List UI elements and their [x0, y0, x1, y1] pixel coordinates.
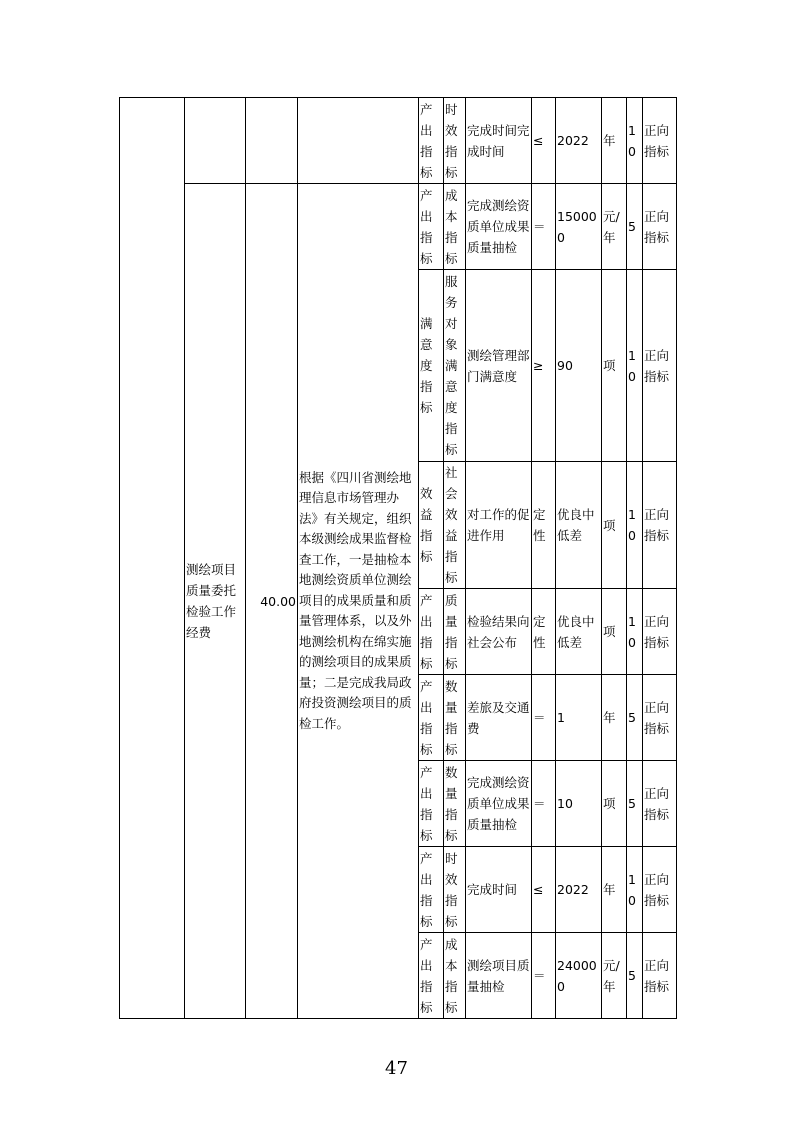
- target-value: 240000: [556, 933, 602, 1019]
- direction: 正向指标: [643, 462, 677, 589]
- indicator-name: 完成时间: [466, 847, 532, 933]
- direction: 正向指标: [643, 589, 677, 675]
- direction: 正向指标: [643, 933, 677, 1019]
- level2-indicator: 服务对象满意度指标: [444, 270, 466, 462]
- operator: ≤: [532, 847, 556, 933]
- unit: 年: [602, 675, 627, 761]
- level1-indicator: 产出指标: [419, 761, 444, 847]
- target-value: 150000: [556, 184, 602, 270]
- target-value: 2022: [556, 847, 602, 933]
- unit: 项: [602, 462, 627, 589]
- amount-cell: 40.00: [246, 184, 298, 1019]
- weight: 10: [627, 270, 643, 462]
- indicator-name: 对工作的促进作用: [466, 462, 532, 589]
- target-value: 10: [556, 761, 602, 847]
- level1-indicator: 产出指标: [419, 589, 444, 675]
- weight: 5: [627, 761, 643, 847]
- target-value: 优良中低差: [556, 462, 602, 589]
- target-value: 1: [556, 675, 602, 761]
- weight: 10: [627, 847, 643, 933]
- operator: ＝: [532, 675, 556, 761]
- unit: 年: [602, 847, 627, 933]
- level2-indicator: 数量指标: [444, 675, 466, 761]
- operator: 定性: [532, 462, 556, 589]
- unit: 项: [602, 761, 627, 847]
- indicator-name: 完成测绘资质单位成果质量抽检: [466, 184, 532, 270]
- indicator-name: 完成测绘资质单位成果质量抽检: [466, 761, 532, 847]
- unit: 项: [602, 270, 627, 462]
- level1-indicator: 产出指标: [419, 98, 444, 184]
- target-value: 2022: [556, 98, 602, 184]
- level1-indicator: 产出指标: [419, 184, 444, 270]
- direction: 正向指标: [643, 847, 677, 933]
- level2-indicator: 质量指标: [444, 589, 466, 675]
- indicator-name: 测绘项目质量抽检: [466, 933, 532, 1019]
- level1-indicator: 产出指标: [419, 675, 444, 761]
- weight: 10: [627, 462, 643, 589]
- prev-project-name-cell: [185, 98, 246, 184]
- indicator-name: 完成时间完成时间: [466, 98, 532, 184]
- project-name-cell: 测绘项目质量委托检验工作经费: [185, 184, 246, 1019]
- level1-indicator: 效益指标: [419, 462, 444, 589]
- direction: 正向指标: [643, 98, 677, 184]
- description-cell: 根据《四川省测绘地理信息市场管理办法》有关规定，组织本级测绘成果监督检查工作，一是抽检本地测绘资质单位测绘项目的成果质量和质量管理体系，以及外地测绘机构在绵实施的测绘项目的成果质量；二是完成我局政府投资测绘项目的质检工作。: [298, 184, 419, 1019]
- unit: 元/年: [602, 184, 627, 270]
- performance-indicator-table: [119, 97, 677, 1019]
- direction: 正向指标: [643, 184, 677, 270]
- weight: 5: [627, 184, 643, 270]
- operator: ≤: [532, 98, 556, 184]
- level1-indicator: 产出指标: [419, 933, 444, 1019]
- indicator-name: 检验结果向社会公布: [466, 589, 532, 675]
- table-row: [120, 98, 677, 184]
- operator: ＝: [532, 761, 556, 847]
- level2-indicator: 数量指标: [444, 761, 466, 847]
- level2-indicator: 成本指标: [444, 933, 466, 1019]
- operator: ＝: [532, 184, 556, 270]
- table-row: [120, 184, 677, 270]
- operator: ≥: [532, 270, 556, 462]
- weight: 5: [627, 933, 643, 1019]
- weight: 10: [627, 589, 643, 675]
- level1-indicator: 满意度指标: [419, 270, 444, 462]
- unit: 年: [602, 98, 627, 184]
- operator: ＝: [532, 933, 556, 1019]
- target-value: 优良中低差: [556, 589, 602, 675]
- unit: 项: [602, 589, 627, 675]
- target-value: 90: [556, 270, 602, 462]
- level2-indicator: 成本指标: [444, 184, 466, 270]
- page-number: 47: [385, 1058, 408, 1079]
- level2-indicator: 时效指标: [444, 847, 466, 933]
- level1-indicator: 产出指标: [419, 847, 444, 933]
- level2-indicator: 社会效益指标: [444, 462, 466, 589]
- weight: 5: [627, 675, 643, 761]
- indicator-name: 测绘管理部门满意度: [466, 270, 532, 462]
- direction: 正向指标: [643, 270, 677, 462]
- prev-description-cell: [298, 98, 419, 184]
- weight: 10: [627, 98, 643, 184]
- category-cell: [120, 98, 185, 1019]
- prev-amount-cell: [246, 98, 298, 184]
- unit: 元/年: [602, 933, 627, 1019]
- level2-indicator: 时效指标: [444, 98, 466, 184]
- operator: 定性: [532, 589, 556, 675]
- direction: 正向指标: [643, 761, 677, 847]
- direction: 正向指标: [643, 675, 677, 761]
- indicator-name: 差旅及交通费: [466, 675, 532, 761]
